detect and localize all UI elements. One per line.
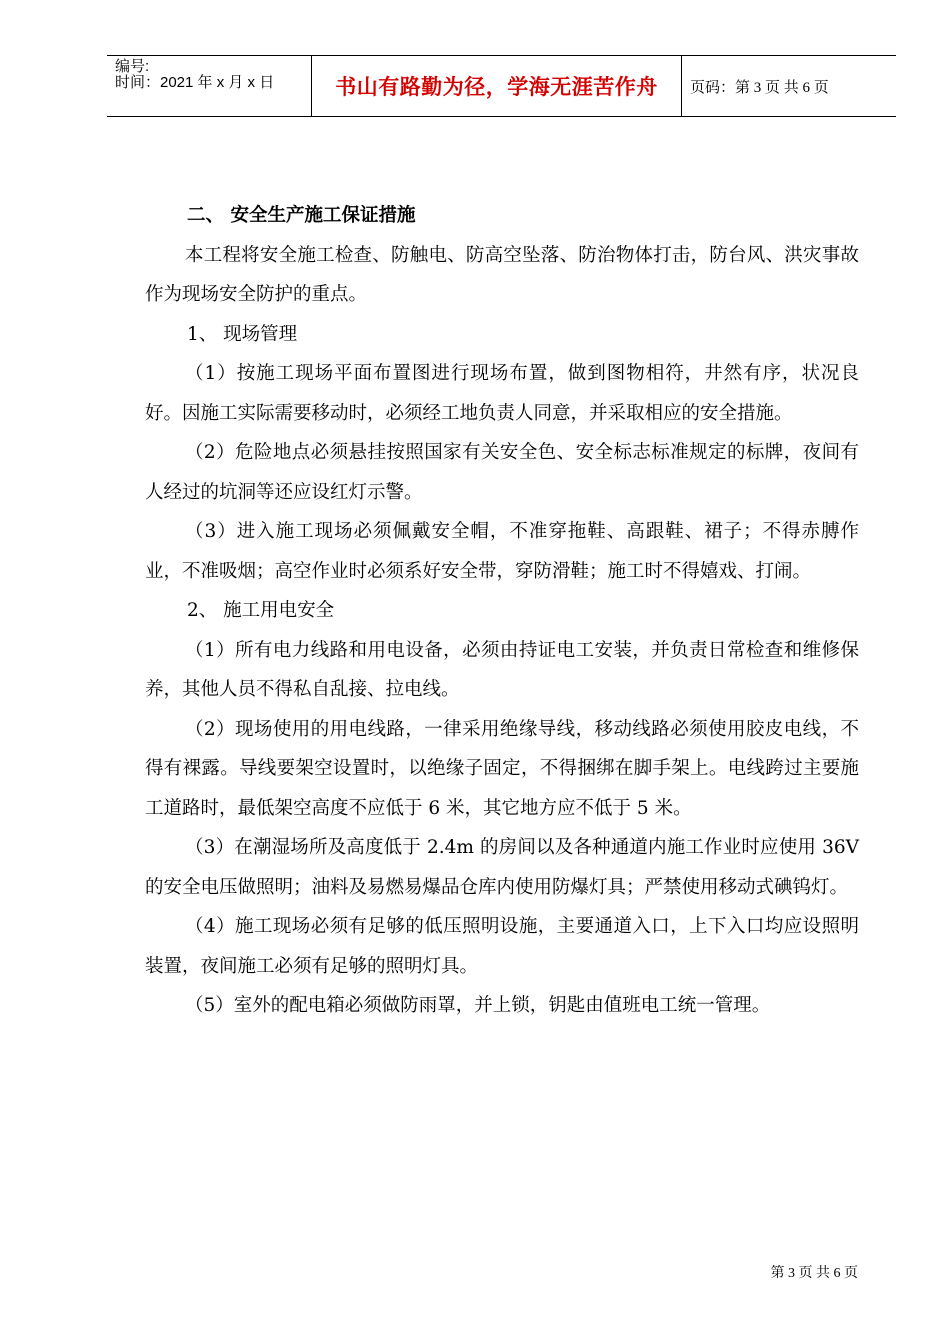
- intro-paragraph: 本工程将安全施工检查、防触电、防高空坠落、防治物体打击，防台风、洪灾事故作为现场安全防护的重点。: [145, 244, 859, 305]
- electrical-safety-item: （5）室外的配电箱必须做防雨罩，并上锁，钥匙由值班电工统一管理。: [185, 995, 771, 1016]
- electrical-safety-item: （2）现场使用的用电线路，一律采用绝缘导线，移动线路必须使用胶皮电线，不得有裸露。导线要架空设置时，以绝缘子固定，不得捆绑在脚手架上。电线跨过主要施工道路时，最低架空高度不应低于 6 米，其它地方应不低于 5 米。: [145, 718, 859, 819]
- site-management-item: （2）危险地点必须悬挂按照国家有关安全色、安全标志标准规定的标牌，夜间有人经过的坑洞等还应设红灯示警。: [145, 442, 859, 503]
- subsection-title-site-management: 1、 现场管理: [187, 323, 298, 345]
- subsection-title-electrical-safety: 2、 施工用电安全: [187, 600, 335, 621]
- header-motto: 书山有路勤为径，学海无涯苦作舟: [335, 75, 658, 99]
- header-meta: [107, 56, 312, 116]
- electrical-safety-item: （3）在潮湿场所及高度低于 2.4m 的房间以及各种通道内施工作业时应使用 36V 的安全电压做照明；油料及易燃易爆品仓库内使用防爆灯具；严禁使用移动式碘钨灯。: [145, 837, 859, 898]
- site-management-item: （1）按施工现场平面布置图进行现场布置，做到图物相符，井然有序，状况良好。因施工实际需要移动时，必须经工地负责人同意，并采取相应的安全措施。: [145, 363, 859, 424]
- page-header: [107, 55, 896, 117]
- footer-page-number: 第 3 页 共 6 页: [770, 1266, 858, 1281]
- document-body: [145, 196, 859, 1026]
- document-number-label: 编号:: [115, 58, 150, 75]
- document-date: 时间：2021 年 x 月 x 日: [115, 74, 275, 91]
- header-motto-cell: [312, 56, 682, 116]
- section-title: 二、 安全生产施工保证措施: [187, 205, 416, 226]
- electrical-safety-item: （1）所有电力线路和用电设备，必须由持证电工安装，并负责日常检查和维修保养，其他人员不得私自乱接、拉电线。: [145, 639, 859, 700]
- header-page-info: 页码：第 3 页 共 6 页: [690, 79, 829, 96]
- site-management-item: （3）进入施工现场必须佩戴安全帽，不准穿拖鞋、高跟鞋、裙子；不得赤膊作业，不准吸烟；高空作业时必须系好安全带，穿防滑鞋；施工时不得嬉戏、打闹。: [145, 521, 859, 582]
- electrical-safety-item: （4）施工现场必须有足够的低压照明设施，主要通道入口，上下入口均应设照明装置，夜间施工必须有足够的照明灯具。: [145, 916, 859, 977]
